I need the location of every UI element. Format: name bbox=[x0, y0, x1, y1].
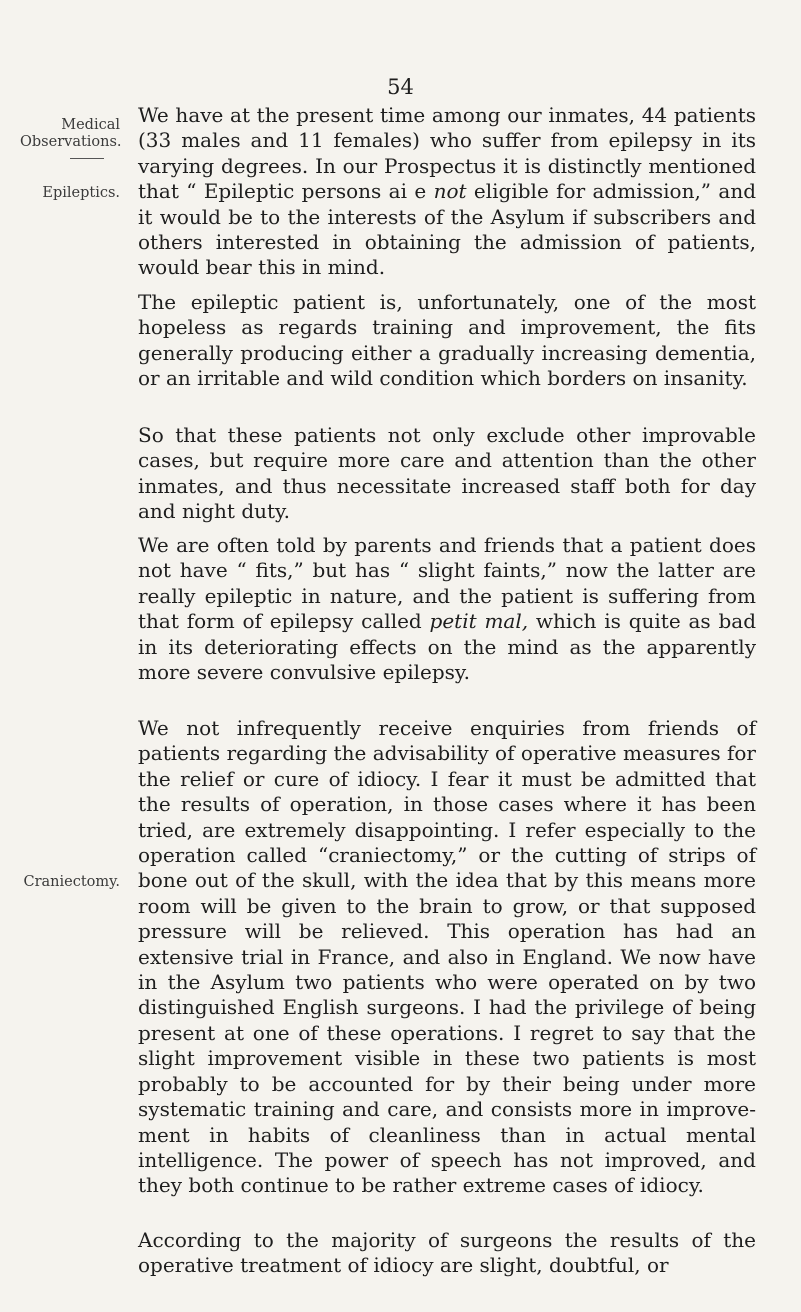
paragraph-text: We have at the present time among our inmates, 44 patients (33 males and 11 females) who suffer from epilepsy in its varying degrees. In our Prospectus it is distinctly mentioned that “ Epileptic persons ai e bbox=[138, 103, 756, 204]
paragraph-2 bbox=[138, 290, 756, 392]
margin-note-rule bbox=[70, 158, 104, 159]
paragraph-text: According to the majority of surgeons the results of the operative treatment of idiocy are slight, doubtful, or bbox=[138, 1228, 756, 1278]
paragraph-text: eligible for admission,” and it would be to the interests of the Asylum if subscribers and others interested in obtaining the admission of patients, would bear this in mind. bbox=[138, 179, 756, 280]
paragraph-6 bbox=[138, 1228, 756, 1279]
margin-note-text: Medical Observations. bbox=[20, 117, 122, 150]
paragraph-text: We are often told by parents and friends that a patient does not have “ fits,” but has “ slight faints,” now the latter are really epileptic in nature, and the patient is suffering from that form of epilepsy called bbox=[138, 533, 756, 634]
paragraph-3 bbox=[138, 423, 756, 525]
paragraph-text: The epileptic patient is, unfortunately, one of the most hopeless as regards training and improvement, the fits generally producing either a gradually increasing dementia, or an irritable and wild condition which borders on insanity. bbox=[138, 290, 756, 391]
paragraph-text: So that these patients not only exclude other improvable cases, but require more care and attention than the other inmates, and thus necessitate increased staff both for day and night duty. bbox=[138, 423, 756, 524]
paragraph-5 bbox=[138, 716, 756, 1199]
paragraph-4 bbox=[138, 533, 756, 685]
page-number: 54 bbox=[387, 75, 414, 99]
emphasis-text: not bbox=[433, 179, 467, 204]
paragraph-1 bbox=[138, 103, 756, 281]
emphasis-text: petit mal, bbox=[429, 609, 529, 634]
paragraph-text: which is quite as bad in its deteriorating effects on the mind as the apparently more severe convulsive epilepsy. bbox=[138, 609, 756, 685]
margin-note-craniectomy: Craniectomy. bbox=[23, 874, 120, 890]
paragraph-text: We not infrequently receive enquiries from friends of patients regarding the advisability of operative measures for the relief or cure of idiocy. I fear it must be admitted that the results of operation, in those cases where it has been tried, are extremely disappointing. I refer especially to the operation called “craniectomy,” or the cutting of strips of bone out of the skull, with the idea that by this means more room will be given to the brain to grow, or that supposed pressure will be relieved. This operation has had an extensive trial in France, and also in England. We now have in the Asylum two patients who were operated on by two distinguished English surgeons. I had the privilege of being present at one of these operations. I regret to say that the slight improvement visible in these two patients is most probably to be accounted for by their being under more systematic training and care, and consists more in improvement in habits of cleanliness than in actual mental intelligence. The power of speech has not improved, and they both continue to be rather extreme cases of idiocy. bbox=[138, 716, 756, 1198]
margin-note-medical-observations bbox=[20, 117, 120, 159]
margin-note-epileptics: Epileptics. bbox=[42, 185, 120, 201]
